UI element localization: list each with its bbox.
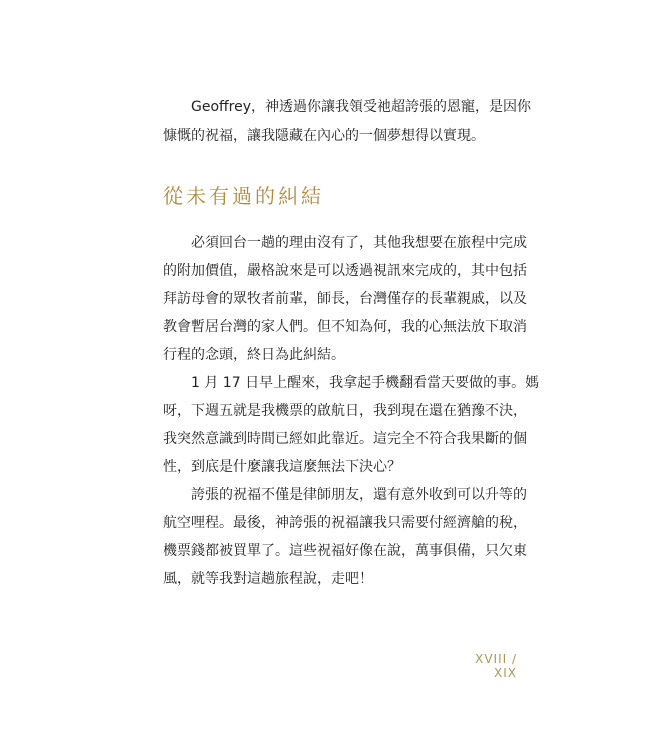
body-line: 誇張的祝福不僅是律師朋友，還有意外收到可以升等的: [191, 487, 527, 503]
body-line: 風，就等我對這趟旅程說，走吧！: [163, 571, 373, 587]
body-line: 必須回台一趟的理由沒有了，其他我想要在旅程中完成: [191, 235, 527, 251]
body-line: 行程的念頭，終日為此糾結。: [163, 347, 345, 363]
intro-line: 慷慨的祝福，讓我隱藏在內心的一個夢想得以實現。: [163, 128, 485, 144]
body-line: 拜訪母會的眾牧者前輩，師長，台灣僅存的長輩親戚，以及: [163, 291, 527, 307]
body-line: 我突然意識到時間已經如此靠近。這完全不符合我果斷的個: [163, 431, 527, 447]
body-line: 教會暫居台灣的家人們。但不知為何，我的心無法放下取消: [163, 319, 527, 335]
intro-line: Geoffrey，神透過你讓我領受祂超誇張的恩寵，是因你: [191, 99, 532, 115]
body-line: 性，到底是什麼讓我這麼無法下決心？: [163, 459, 401, 475]
page-number: XVIII / XIX: [475, 652, 517, 680]
section-heading: 從未有過的糾結: [163, 184, 324, 208]
body-line: 呀，下週五就是我機票的啟航日，我到現在還在猶豫不決，: [163, 403, 527, 419]
body-line: 航空哩程。最後，神誇張的祝福讓我只需要付經濟艙的稅，: [163, 515, 527, 531]
body-line: 1 月 17 日早上醒來，我拿起手機翻看當天要做的事。媽: [191, 375, 540, 391]
body-line: 的附加價值，嚴格說來是可以透過視訊來完成的，其中包括: [163, 263, 527, 279]
body-line: 機票錢都被買單了。這些祝福好像在說，萬事俱備，只欠東: [163, 543, 527, 559]
